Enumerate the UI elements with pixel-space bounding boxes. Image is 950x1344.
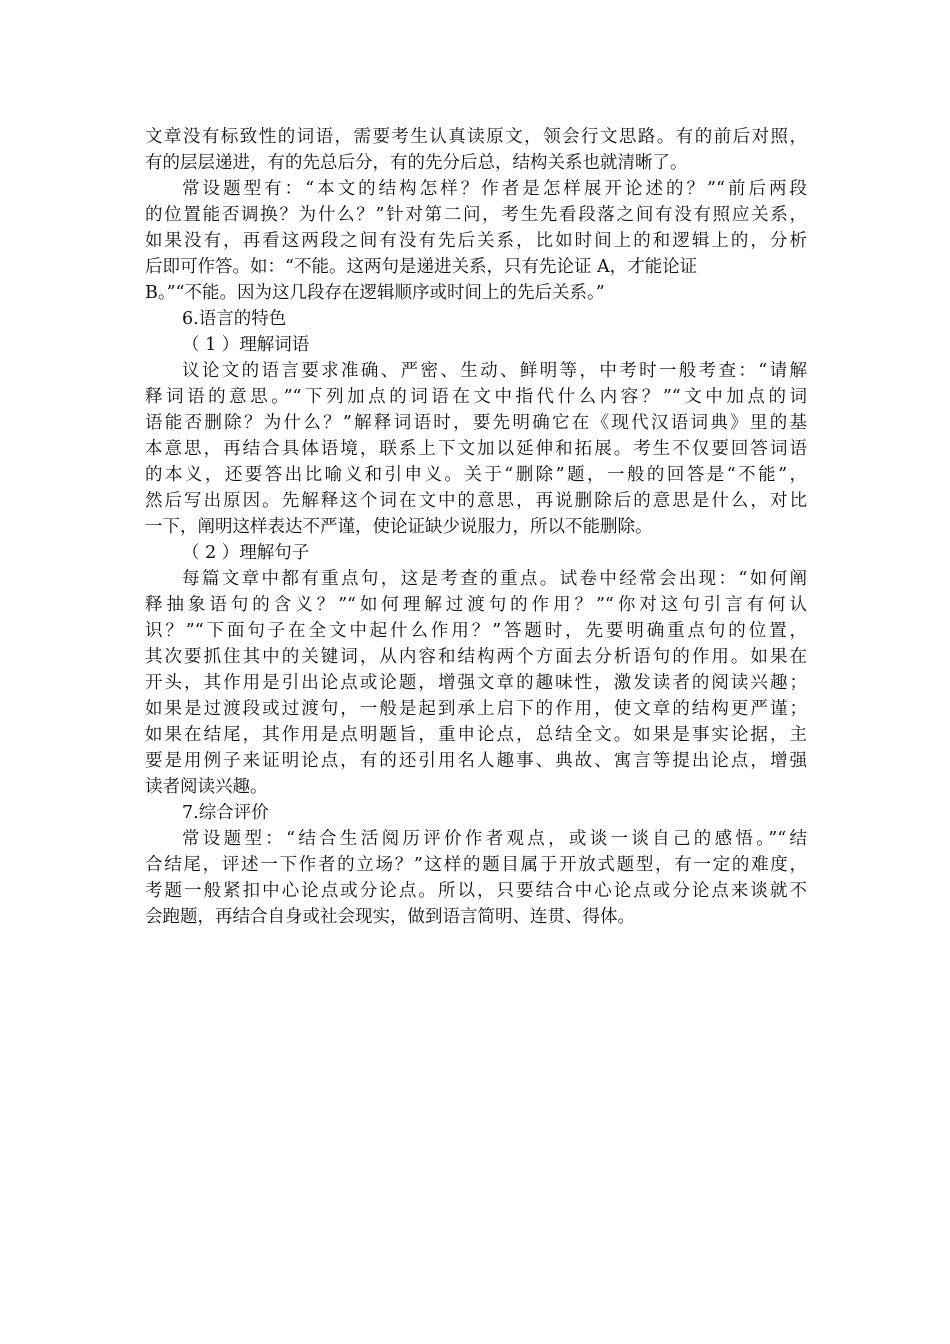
text-line: 语能否删除？为什么？”解释词语时，要先明确它在《现代汉语词典》里的基 [145,413,807,433]
text-line: （ 2 ）理解句子 [182,543,310,563]
text-line: 然后写出原因。先解释这个词在文中的意思，再说删除后的意思是什么，对比 [145,491,807,511]
text-line: 每篇文章中都有重点句，这是考查的重点。试卷中经常会出现：“如何阐 [182,569,807,589]
text-line: 一下，阐明这样表达不严谨，使论证缺少说服力，所以不能删除。 [145,517,653,537]
text-line: 如果在结尾，其作用是点明题旨，重申论点，总结全文。如果是事实论据，主 [145,725,807,745]
text-line: 合结尾，评述一下作者的立场？”这样的题目属于开放式题型，有一定的难度， [145,855,807,875]
text-line: 如果是过渡段或过渡句，一般是起到承上启下的作用，使文章的结构更严谨； [145,699,807,719]
text-line: 会跑题，再结合自身或社会现实，做到语言简明、连贯、得体。 [145,907,635,927]
text-line: 文章没有标致性的词语，需要考生认真读原文，领会行文思路。有的前后对照， [145,127,807,147]
text-line: 要是用例子来证明论点，有的还引用名人趣事、典故、寓言等提出论点，增强 [145,751,807,771]
document-body [145,124,807,930]
text-line: 有的层层递进，有的先总后分，有的先分后总，结构关系也就清晰了。 [145,153,688,173]
text-line: 开头，其作用是引出论点或论题，增强文章的趣味性，激发读者的阅读兴趣； [145,673,807,693]
text-line: 的本义，还要答出比喻义和引申义。关于“删除”题，一般的回答是“不能”， [145,465,807,485]
text-line: 本意思，再结合具体语境，联系上下文加以延伸和拓展。考生不仅要回答词语 [145,439,807,459]
text-line: 议论文的语言要求准确、严密、生动、鲜明等，中考时一般考查：“请解 [182,361,807,381]
text-line: 常设题型：“结合生活阅历评价作者观点，或谈一谈自己的感悟。”“结 [182,829,807,849]
text-line: 释抽象语句的含义？”“如何理解过渡句的作用？”“你对这句引言有何认 [145,595,807,615]
text-line: 7.综合评价 [182,803,269,823]
text-line: 如果没有，再看这两段之间有没有先后关系，比如时间上的和逻辑上的，分析 [145,231,807,251]
text-line: B。”“不能。因为这几段存在逻辑顺序或时间上的先后关系。” [145,283,605,303]
text-line: 识？”“下面句子在全文中起什么作用？”答题时，先要明确重点句的位置， [145,621,807,641]
text-line: 后即可作答。如：“不能。这两句是递进关系，只有先论证 A，才能论证 [145,257,698,277]
text-line: 6.语言的特色 [182,309,287,329]
text-line: 其次要抓住其中的关键词，从内容和结构两个方面去分析语句的作用。如果在 [145,647,807,667]
text-line: （ 1 ）理解词语 [182,335,310,355]
text-line: 读者阅读兴趣。 [145,777,268,797]
text-line: 考题一般紧扣中心论点或分论点。所以，只要结合中心论点或分论点来谈就不 [145,881,807,901]
text-line: 常设题型有：“本文的结构怎样？作者是怎样展开论述的？”“前后两段 [182,179,807,199]
text-line: 释词语的意思。”“下列加点的词语在文中指代什么内容？”“文中加点的词 [145,387,807,407]
text-line: 的位置能否调换？为什么？”针对第二问，考生先看段落之间有没有照应关系， [145,205,807,225]
